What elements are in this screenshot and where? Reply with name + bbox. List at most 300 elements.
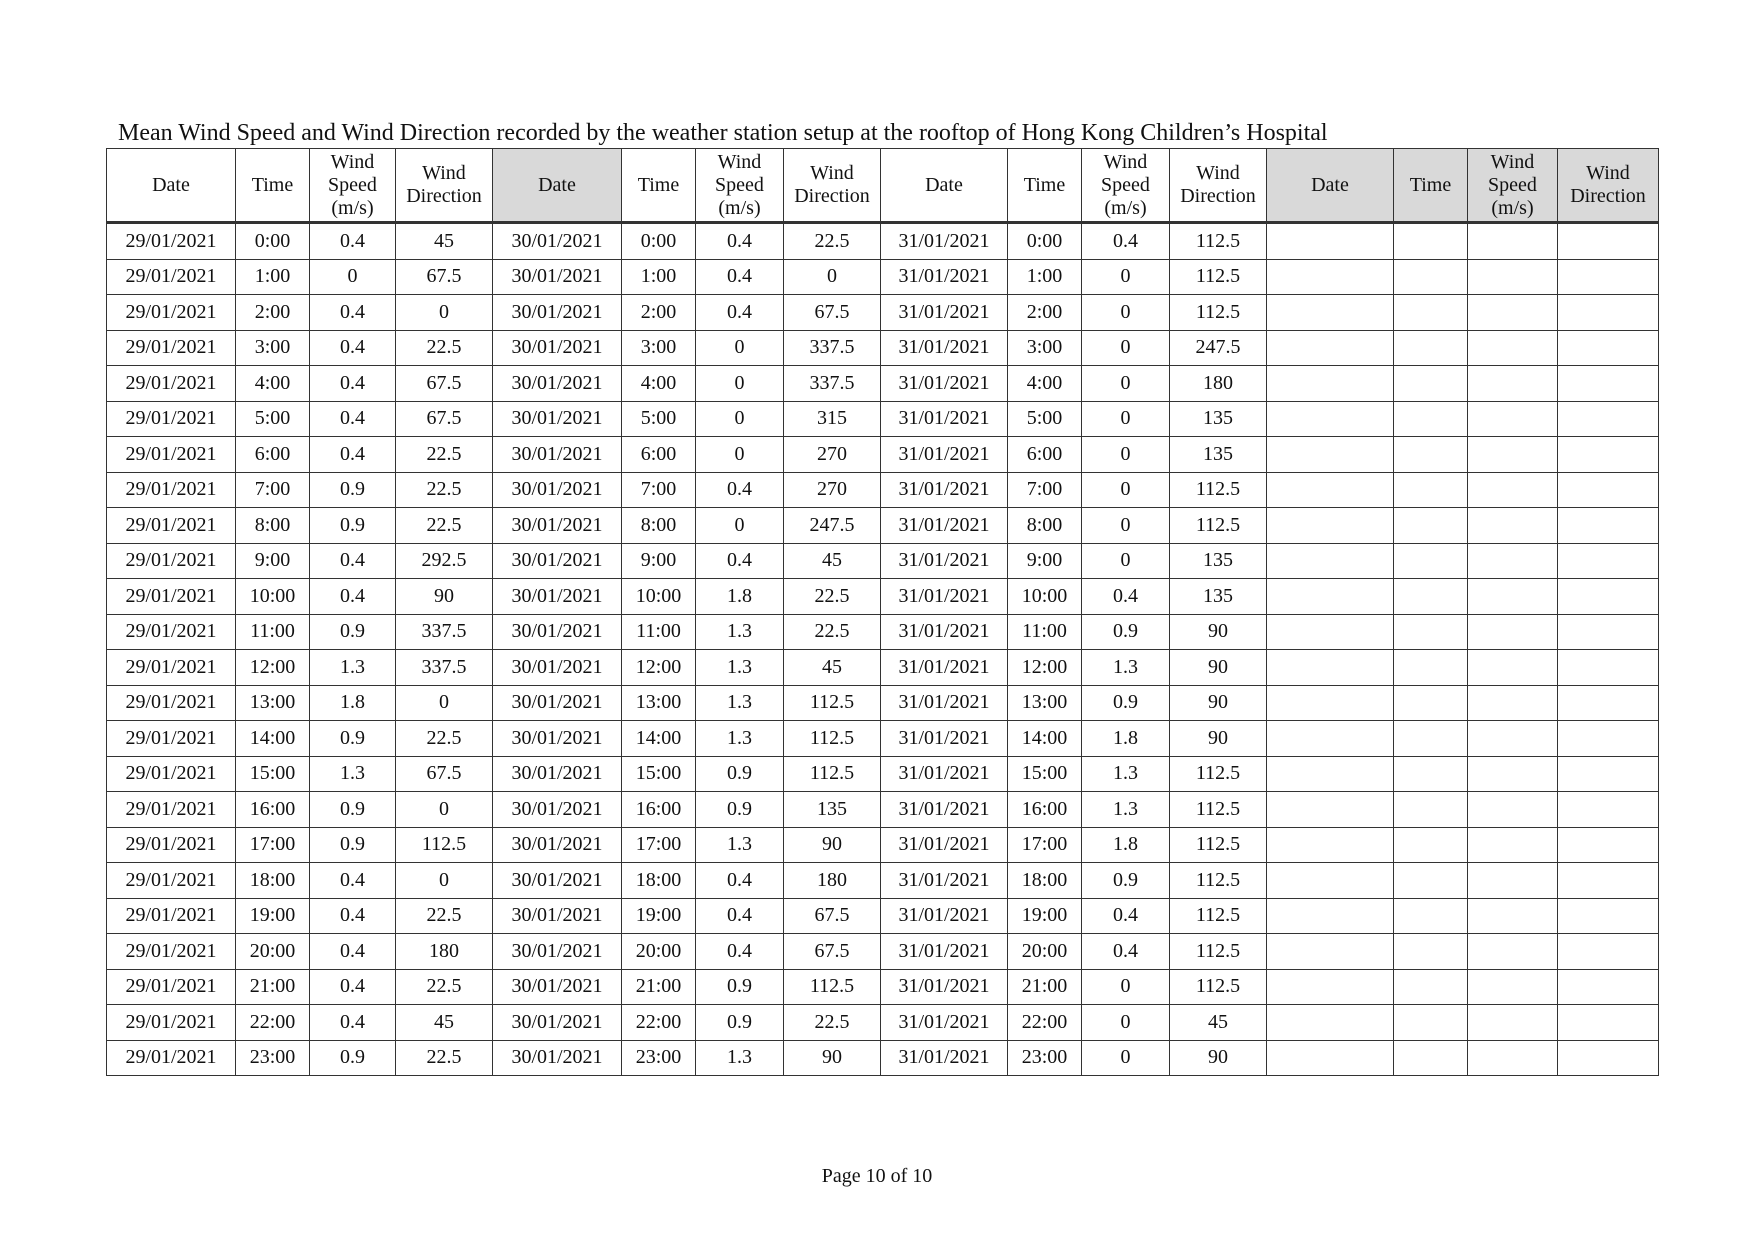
table-cell: 11:00 (236, 614, 310, 650)
table-row (107, 472, 1659, 508)
table-cell: 29/01/2021 (107, 827, 236, 863)
table-cell: 29/01/2021 (107, 366, 236, 402)
table-cell: 30/01/2021 (493, 401, 622, 437)
table-cell: 5:00 (236, 401, 310, 437)
table-cell: 30/01/2021 (493, 579, 622, 615)
table-cell: 0 (1082, 437, 1170, 473)
table-cell: 337.5 (784, 330, 881, 366)
table-cell (1267, 330, 1394, 366)
table-cell: 29/01/2021 (107, 437, 236, 473)
table-cell (1394, 1005, 1468, 1041)
table-cell: 29/01/2021 (107, 223, 236, 260)
table-cell: 20:00 (236, 934, 310, 970)
table-cell: 0.4 (310, 579, 396, 615)
table-cell: 4:00 (1008, 366, 1082, 402)
table-cell: 9:00 (236, 543, 310, 579)
table-cell (1267, 295, 1394, 331)
table-cell: 1.3 (310, 650, 396, 686)
table-cell (1267, 543, 1394, 579)
table-cell (1394, 827, 1468, 863)
table-cell: 135 (1170, 401, 1267, 437)
table-cell: 17:00 (622, 827, 696, 863)
table-cell (1468, 756, 1558, 792)
table-cell (1558, 259, 1659, 295)
table-cell: 112.5 (784, 969, 881, 1005)
table-cell: 0.4 (310, 330, 396, 366)
table-row (107, 579, 1659, 615)
table-cell: 1.3 (696, 614, 784, 650)
table-cell: 0:00 (236, 223, 310, 260)
table-cell: 0.4 (310, 934, 396, 970)
table-cell (1394, 685, 1468, 721)
table-cell: 1:00 (1008, 259, 1082, 295)
table-cell (1394, 543, 1468, 579)
table-cell: 30/01/2021 (493, 934, 622, 970)
table-cell: 2:00 (622, 295, 696, 331)
table-cell: 31/01/2021 (881, 969, 1008, 1005)
table-cell: 14:00 (1008, 721, 1082, 757)
table-cell: 0.4 (310, 863, 396, 899)
table-cell: 270 (784, 472, 881, 508)
table-cell: 6:00 (622, 437, 696, 473)
header-cell: Date (107, 149, 236, 223)
table-cell (1267, 366, 1394, 402)
table-cell: 29/01/2021 (107, 650, 236, 686)
table-cell: 0 (784, 259, 881, 295)
table-cell: 22.5 (784, 614, 881, 650)
table-cell (1468, 863, 1558, 899)
table-cell: 45 (784, 650, 881, 686)
table-cell (1394, 259, 1468, 295)
table-cell: 29/01/2021 (107, 472, 236, 508)
table-cell: 6:00 (1008, 437, 1082, 473)
table-row (107, 259, 1659, 295)
table-cell (1267, 685, 1394, 721)
table-cell: 0 (396, 863, 493, 899)
table-cell (1394, 863, 1468, 899)
table-body (107, 223, 1659, 1076)
table-cell: 31/01/2021 (881, 223, 1008, 260)
table-cell (1267, 792, 1394, 828)
table-cell: 31/01/2021 (881, 792, 1008, 828)
table-cell: 0.4 (696, 472, 784, 508)
table-row (107, 863, 1659, 899)
table-cell: 18:00 (622, 863, 696, 899)
table-cell (1267, 863, 1394, 899)
table-cell: 21:00 (622, 969, 696, 1005)
table-cell: 112.5 (1170, 295, 1267, 331)
table-cell: 30/01/2021 (493, 969, 622, 1005)
table-row (107, 792, 1659, 828)
table-cell: 0.9 (310, 721, 396, 757)
table-cell: 1.3 (310, 756, 396, 792)
table-cell: 30/01/2021 (493, 614, 622, 650)
table-cell (1558, 934, 1659, 970)
table-cell: 90 (396, 579, 493, 615)
table-cell: 1.8 (1082, 721, 1170, 757)
header-cell: Time (236, 149, 310, 223)
table-cell (1394, 614, 1468, 650)
table-cell: 31/01/2021 (881, 472, 1008, 508)
table-cell: 0.4 (310, 437, 396, 473)
table-cell: 19:00 (1008, 898, 1082, 934)
table-cell: 29/01/2021 (107, 259, 236, 295)
table-cell: 0.4 (696, 223, 784, 260)
table-cell (1558, 579, 1659, 615)
table-cell: 180 (396, 934, 493, 970)
table-cell: 0.9 (310, 827, 396, 863)
table-cell: 30/01/2021 (493, 721, 622, 757)
table-cell (1468, 366, 1558, 402)
table-cell: 0.9 (1082, 614, 1170, 650)
header-cell: Date (1267, 149, 1394, 223)
table-cell (1468, 1005, 1558, 1041)
table-cell: 337.5 (396, 650, 493, 686)
table-row (107, 330, 1659, 366)
table-cell: 29/01/2021 (107, 579, 236, 615)
table-cell: 90 (1170, 721, 1267, 757)
header-cell: Wind Direction (784, 149, 881, 223)
table-cell: 67.5 (396, 366, 493, 402)
table-cell: 31/01/2021 (881, 614, 1008, 650)
table-cell: 30/01/2021 (493, 650, 622, 686)
table-cell: 0.9 (310, 614, 396, 650)
table-cell: 0 (1082, 401, 1170, 437)
table-cell (1468, 685, 1558, 721)
table-cell (1394, 650, 1468, 686)
table-cell: 18:00 (236, 863, 310, 899)
table-cell (1558, 863, 1659, 899)
table-cell: 270 (784, 437, 881, 473)
table-cell: 30/01/2021 (493, 295, 622, 331)
wind-data-table (106, 148, 1659, 1076)
table-cell (1468, 295, 1558, 331)
table-cell (1267, 579, 1394, 615)
table-cell: 0.4 (696, 934, 784, 970)
table-cell: 13:00 (622, 685, 696, 721)
table-cell: 180 (1170, 366, 1267, 402)
table-row (107, 295, 1659, 331)
table-cell: 10:00 (622, 579, 696, 615)
header-cell: Wind Speed (m/s) (696, 149, 784, 223)
table-cell (1468, 330, 1558, 366)
table-cell: 7:00 (1008, 472, 1082, 508)
table-cell (1267, 934, 1394, 970)
table-cell: 22.5 (396, 898, 493, 934)
table-cell: 112.5 (1170, 934, 1267, 970)
table-cell: 29/01/2021 (107, 295, 236, 331)
table-cell (1468, 543, 1558, 579)
table-cell (1558, 827, 1659, 863)
table-cell: 5:00 (1008, 401, 1082, 437)
table-cell: 16:00 (622, 792, 696, 828)
table-cell: 29/01/2021 (107, 614, 236, 650)
table-cell (1394, 472, 1468, 508)
table-cell: 10:00 (1008, 579, 1082, 615)
table-cell (1394, 330, 1468, 366)
table-cell: 0.9 (1082, 863, 1170, 899)
table-cell: 0.4 (310, 969, 396, 1005)
table-cell: 8:00 (622, 508, 696, 544)
table-cell: 0.9 (696, 756, 784, 792)
table-cell: 0.4 (310, 898, 396, 934)
table-cell: 30/01/2021 (493, 685, 622, 721)
table-cell: 2:00 (236, 295, 310, 331)
table-row (107, 721, 1659, 757)
table-cell: 22.5 (396, 508, 493, 544)
table-cell: 22.5 (396, 721, 493, 757)
header-cell: Wind Speed (m/s) (1468, 149, 1558, 223)
table-cell: 17:00 (236, 827, 310, 863)
table-cell: 0.4 (310, 543, 396, 579)
table-cell: 31/01/2021 (881, 330, 1008, 366)
table-cell: 5:00 (622, 401, 696, 437)
table-cell: 29/01/2021 (107, 508, 236, 544)
table-cell: 31/01/2021 (881, 650, 1008, 686)
table-cell: 29/01/2021 (107, 756, 236, 792)
table-cell: 292.5 (396, 543, 493, 579)
table-cell: 30/01/2021 (493, 330, 622, 366)
table-cell: 0 (1082, 1005, 1170, 1041)
table-cell: 112.5 (1170, 969, 1267, 1005)
table-cell: 0:00 (622, 223, 696, 260)
table-cell: 90 (1170, 614, 1267, 650)
table-cell: 112.5 (396, 827, 493, 863)
table-cell (1267, 650, 1394, 686)
table-cell: 45 (396, 1005, 493, 1041)
table-cell: 0 (696, 366, 784, 402)
table-cell (1468, 898, 1558, 934)
table-cell: 30/01/2021 (493, 223, 622, 260)
table-cell: 112.5 (784, 685, 881, 721)
table-cell: 20:00 (1008, 934, 1082, 970)
table-cell: 17:00 (1008, 827, 1082, 863)
table-cell: 30/01/2021 (493, 792, 622, 828)
table-cell: 30/01/2021 (493, 1005, 622, 1041)
table-cell: 67.5 (396, 259, 493, 295)
table-cell: 31/01/2021 (881, 1005, 1008, 1041)
table-cell: 31/01/2021 (881, 366, 1008, 402)
table-cell: 6:00 (236, 437, 310, 473)
table-cell: 22.5 (784, 579, 881, 615)
table-row (107, 685, 1659, 721)
table-cell: 1.8 (310, 685, 396, 721)
table-cell: 30/01/2021 (493, 1040, 622, 1076)
table-cell: 0:00 (1008, 223, 1082, 260)
table-cell: 12:00 (236, 650, 310, 686)
table-cell: 9:00 (622, 543, 696, 579)
table-cell (1558, 508, 1659, 544)
table-cell: 4:00 (236, 366, 310, 402)
table-cell (1558, 721, 1659, 757)
table-row (107, 543, 1659, 579)
table-cell (1394, 721, 1468, 757)
table-cell: 0.9 (310, 1040, 396, 1076)
table-cell: 112.5 (1170, 472, 1267, 508)
table-cell (1558, 969, 1659, 1005)
table-cell: 0 (696, 437, 784, 473)
page-footer: Page 10 of 10 (821, 1165, 933, 1187)
table-cell (1394, 756, 1468, 792)
table-cell (1468, 472, 1558, 508)
table-cell (1468, 934, 1558, 970)
header-cell: Date (493, 149, 622, 223)
table-cell (1558, 295, 1659, 331)
table-row (107, 614, 1659, 650)
table-row (107, 1040, 1659, 1076)
table-cell: 1.3 (696, 721, 784, 757)
table-cell: 112.5 (1170, 898, 1267, 934)
table-cell: 0.4 (1082, 579, 1170, 615)
table-cell: 30/01/2021 (493, 472, 622, 508)
table-cell: 1.3 (696, 650, 784, 686)
table-cell: 10:00 (236, 579, 310, 615)
table-cell: 9:00 (1008, 543, 1082, 579)
table-cell: 30/01/2021 (493, 543, 622, 579)
table-cell: 45 (784, 543, 881, 579)
table-cell: 7:00 (622, 472, 696, 508)
table-cell: 3:00 (236, 330, 310, 366)
table-cell: 13:00 (236, 685, 310, 721)
header-cell: Wind Direction (1170, 149, 1267, 223)
table-cell: 247.5 (784, 508, 881, 544)
table-cell (1558, 1005, 1659, 1041)
table-cell: 22.5 (396, 330, 493, 366)
table-cell (1468, 437, 1558, 473)
table-cell: 29/01/2021 (107, 898, 236, 934)
table-cell: 0.9 (696, 969, 784, 1005)
header-cell: Wind Speed (m/s) (1082, 149, 1170, 223)
header-cell: Time (1394, 149, 1468, 223)
table-cell: 0.9 (310, 508, 396, 544)
table-cell: 12:00 (1008, 650, 1082, 686)
table-cell: 135 (1170, 437, 1267, 473)
table-cell (1468, 508, 1558, 544)
table-cell: 0.9 (310, 792, 396, 828)
table-cell (1558, 401, 1659, 437)
table-cell: 0.4 (696, 898, 784, 934)
table-cell: 337.5 (396, 614, 493, 650)
table-cell: 14:00 (622, 721, 696, 757)
table-cell (1394, 437, 1468, 473)
table-cell (1468, 223, 1558, 260)
table-cell: 1.3 (1082, 792, 1170, 828)
table-cell (1267, 508, 1394, 544)
table-cell: 14:00 (236, 721, 310, 757)
table-cell (1558, 1040, 1659, 1076)
table-cell: 15:00 (622, 756, 696, 792)
table-cell (1558, 756, 1659, 792)
table-cell: 0.4 (310, 295, 396, 331)
table-cell (1468, 650, 1558, 686)
table-cell: 0 (310, 259, 396, 295)
table-cell (1267, 614, 1394, 650)
table-cell: 4:00 (622, 366, 696, 402)
header-row (107, 149, 1659, 223)
table-cell (1267, 437, 1394, 473)
table-cell: 112.5 (1170, 827, 1267, 863)
table-cell (1468, 401, 1558, 437)
table-cell: 1.8 (1082, 827, 1170, 863)
table-cell: 0.4 (696, 863, 784, 899)
table-row (107, 969, 1659, 1005)
table-cell (1558, 366, 1659, 402)
table-cell: 0.9 (310, 472, 396, 508)
table-cell: 112.5 (1170, 508, 1267, 544)
table-cell: 31/01/2021 (881, 543, 1008, 579)
table-cell: 90 (784, 1040, 881, 1076)
table-cell: 0.4 (310, 401, 396, 437)
table-cell: 30/01/2021 (493, 366, 622, 402)
table-cell (1558, 223, 1659, 260)
table-cell: 90 (1170, 1040, 1267, 1076)
table-cell: 67.5 (396, 401, 493, 437)
table-cell: 0 (1082, 366, 1170, 402)
table-cell (1394, 508, 1468, 544)
table-cell: 30/01/2021 (493, 259, 622, 295)
table-cell: 12:00 (622, 650, 696, 686)
table-cell: 22.5 (784, 1005, 881, 1041)
table-cell: 31/01/2021 (881, 437, 1008, 473)
table-cell (1558, 543, 1659, 579)
table-row (107, 508, 1659, 544)
table-row (107, 827, 1659, 863)
table-cell (1267, 756, 1394, 792)
table-cell: 90 (784, 827, 881, 863)
table-cell: 29/01/2021 (107, 685, 236, 721)
table-cell: 19:00 (622, 898, 696, 934)
table-title: Mean Wind Speed and Wind Direction recorded by the weather station setup at the rooftop of Hong Kong Children’s Hospital (118, 120, 1328, 146)
table-cell: 18:00 (1008, 863, 1082, 899)
table-cell (1558, 330, 1659, 366)
table-row (107, 1005, 1659, 1041)
table-cell: 3:00 (622, 330, 696, 366)
table-cell (1267, 1040, 1394, 1076)
table-cell: 22.5 (396, 437, 493, 473)
table-cell: 30/01/2021 (493, 508, 622, 544)
header-cell: Time (622, 149, 696, 223)
table-cell: 11:00 (622, 614, 696, 650)
table-cell: 29/01/2021 (107, 543, 236, 579)
table-row (107, 756, 1659, 792)
table-cell: 0 (696, 330, 784, 366)
header-cell: Time (1008, 149, 1082, 223)
table-cell (1558, 685, 1659, 721)
table-cell (1267, 259, 1394, 295)
table-cell (1394, 223, 1468, 260)
table-cell: 31/01/2021 (881, 295, 1008, 331)
table-cell: 29/01/2021 (107, 792, 236, 828)
table-cell: 0.4 (310, 223, 396, 260)
table-cell: 23:00 (236, 1040, 310, 1076)
table-cell: 23:00 (1008, 1040, 1082, 1076)
table-cell: 90 (1170, 685, 1267, 721)
table-cell (1468, 579, 1558, 615)
table-cell (1267, 721, 1394, 757)
table-cell (1394, 401, 1468, 437)
table-cell: 31/01/2021 (881, 721, 1008, 757)
table-cell: 67.5 (784, 295, 881, 331)
table-cell: 22:00 (1008, 1005, 1082, 1041)
table-cell (1267, 472, 1394, 508)
table-cell (1394, 898, 1468, 934)
table-cell: 31/01/2021 (881, 579, 1008, 615)
table-cell: 1.3 (696, 827, 784, 863)
table-cell: 0 (1082, 330, 1170, 366)
table-cell: 22.5 (396, 472, 493, 508)
table-cell: 112.5 (784, 721, 881, 757)
table-cell (1468, 1040, 1558, 1076)
